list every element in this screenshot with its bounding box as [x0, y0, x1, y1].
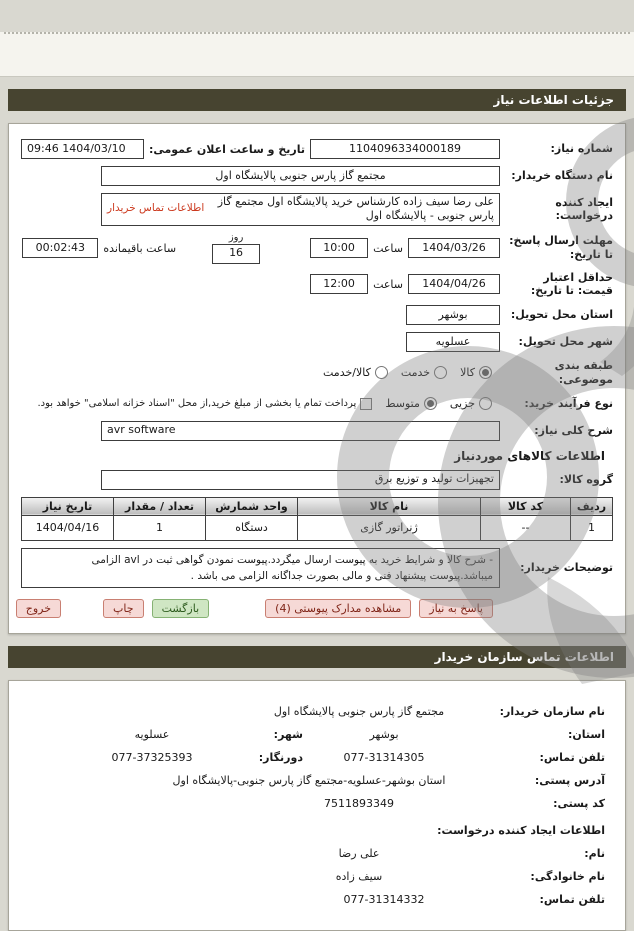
request-creator-text: علی رضا سیف زاده کارشناس خرید پالایشگاه اول مجتمع گاز پارس جنوبی - پالایشگاه اول	[217, 195, 494, 223]
need-details-page	[0, 32, 634, 907]
response-deadline-row	[21, 233, 613, 264]
creator-info-heading: اطلاعات ایجاد کننده درخواست:	[437, 824, 605, 838]
response-deadline-date: 1404/03/26	[408, 238, 500, 258]
process-option-minor-label: جزیی	[449, 397, 475, 411]
creator-first-name-value: علی رضا	[338, 847, 380, 861]
request-creator-label: ایجاد کننده درخواست:	[555, 195, 613, 223]
purchase-process-label: نوع فرآیند خرید:	[524, 396, 613, 410]
subject-option-service-label: خدمت	[400, 366, 431, 380]
radio-medium-icon[interactable]	[424, 397, 437, 410]
process-option-medium-label: متوسط	[385, 397, 420, 411]
need-number-row	[21, 139, 613, 159]
col-need-date: تاریخ نیاز	[22, 497, 114, 515]
section-header-need-details-label: جزئیات اطلاعات نیاز	[493, 93, 614, 107]
delivery-province-value: بوشهر	[406, 305, 500, 325]
cell-quantity: 1	[114, 515, 206, 540]
subject-option-goods-service-label: کالا/خدمت	[323, 366, 371, 380]
buyer-org-value: مجتمع گاز پارس جنوبی پالایشگاه اول	[101, 166, 500, 186]
price-validity-label: حداقل اعتبار قیمت: تا تاریخ:	[530, 270, 613, 298]
request-creator-value	[101, 193, 500, 226]
buyer-contact-link[interactable]: اطلاعات تماس خریدار	[107, 202, 205, 215]
col-quantity: تعداد / مقدار	[114, 497, 206, 515]
remaining-days-group	[212, 233, 260, 264]
cell-unit: دستگاه	[206, 515, 298, 540]
buyer-notes-row	[21, 548, 613, 589]
radio-goods-icon[interactable]	[479, 366, 492, 379]
creator-first-name-row	[29, 847, 605, 860]
delivery-city-value: عسلویه	[406, 332, 500, 352]
col-unit: واحد شمارش	[206, 497, 298, 515]
section-header-buyer-contact-label: اطلاعات تماس سازمان خریدار	[434, 650, 614, 665]
goods-group-value: تجهیزات تولید و توزیع برق	[101, 470, 500, 490]
need-description-row	[21, 421, 613, 441]
process-option-medium[interactable]	[385, 397, 437, 410]
contact-postal-row	[29, 797, 605, 810]
col-item-code: کد کالا	[481, 497, 571, 515]
buyer-org-label: نام دستگاه خریدار:	[511, 169, 613, 183]
contact-address-label: آدرس پستی:	[534, 774, 605, 788]
col-item-name: نام کالا	[298, 497, 481, 515]
subject-option-service[interactable]	[401, 366, 447, 379]
need-description-value: avr software	[101, 421, 500, 441]
cell-item-name: ژنراتور گازی	[298, 515, 481, 540]
contact-city-label: شهر:	[273, 728, 303, 742]
action-buttons-row	[21, 598, 613, 618]
creator-last-name-row	[29, 870, 605, 883]
subject-classification-label: طبقه بندی موضوعی:	[554, 359, 613, 386]
treasury-note-option	[37, 398, 372, 410]
delivery-province-row	[21, 305, 613, 325]
contact-org-label: نام سازمان خریدار:	[499, 705, 605, 719]
response-deadline-label: مهلت ارسال پاسخ: تا تاریخ:	[509, 234, 613, 262]
contact-city-value: عسلویه	[134, 728, 170, 742]
goods-table-row	[22, 515, 613, 540]
need-number-label: شماره نیاز:	[550, 142, 613, 156]
delivery-city-row	[21, 332, 613, 352]
cell-need-date: 1404/04/16	[22, 515, 114, 540]
goods-table	[21, 497, 613, 541]
top-strip	[0, 32, 634, 77]
need-details-panel	[8, 123, 626, 634]
cell-row-number: 1	[571, 515, 613, 540]
contact-address-row	[29, 774, 605, 787]
remaining-days-label: روز	[228, 231, 244, 243]
delivery-province-label: استان محل تحویل:	[510, 308, 613, 322]
treasury-note-text: پرداخت تمام یا بخشی از مبلغ خرید,از محل "اسناد خزانه اسلامی" خواهد بود.	[37, 398, 357, 410]
creator-first-name-label: نام:	[584, 847, 605, 861]
contact-province-value: بوشهر	[369, 728, 399, 742]
price-validity-row	[21, 271, 613, 299]
radio-minor-icon[interactable]	[479, 397, 492, 410]
goods-group-row	[21, 470, 613, 490]
remaining-days-value: 16	[212, 244, 260, 264]
response-deadline-hour-label: ساعت	[373, 241, 403, 255]
section-header-buyer-contact	[8, 646, 626, 668]
creator-phone-row	[29, 893, 605, 906]
contact-postal-label: کد پستی:	[553, 797, 605, 811]
buyer-contact-panel	[8, 680, 626, 931]
price-validity-date: 1404/04/26	[408, 274, 500, 294]
separator-dotted-line	[4, 32, 630, 34]
radio-goods-service-icon[interactable]	[375, 366, 388, 379]
need-description-label: شرح کلی نیاز:	[534, 423, 613, 437]
need-number-value: 1104096334000189	[310, 139, 500, 159]
price-validity-time: 12:00	[310, 274, 368, 294]
contact-address-value: استان بوشهر-عسلویه-مجتمع گاز پارس جنوبی-پالایشگاه اول	[172, 774, 446, 788]
buyer-notes-label: توضیحات خریدار:	[520, 560, 613, 574]
announce-datetime-label: تاریخ و ساعت اعلان عمومی:	[148, 142, 305, 156]
creator-phone-value: 077-31314332	[343, 893, 425, 907]
contact-phone-value: 077-31314305	[343, 751, 425, 765]
delivery-city-label: شهر محل تحویل:	[518, 335, 613, 349]
announce-datetime-value: 09:46 1404/03/10	[21, 139, 144, 159]
goods-group-label: گروه کالا:	[559, 472, 613, 486]
purchase-process-row	[21, 394, 613, 414]
creator-phone-label: تلفن تماس:	[539, 893, 605, 907]
contact-phone-label: تلفن تماس:	[539, 751, 605, 765]
contact-postal-value: 7511893349	[324, 797, 394, 811]
contact-province-city-row	[29, 728, 605, 741]
contact-org-value: مجتمع گاز پارس جنوبی پالایشگاه اول	[273, 705, 445, 719]
buyer-org-row	[21, 166, 613, 186]
process-option-minor[interactable]	[450, 397, 492, 410]
subject-classification-row	[21, 359, 613, 387]
respond-button[interactable]: پاسخ به نیاز	[419, 599, 493, 618]
creator-last-name-label: نام خانوادگی:	[530, 870, 605, 884]
subject-option-goods[interactable]	[460, 366, 492, 379]
buyer-notes-value: - شرح کالا و شرایط خرید به پیوست ارسال میگردد.پیوست نمودن گواهی ثبت در avl الزامی میباشد.پیوست پیشنهاد فنی و مالی بصورت جداگانه الزامی می باشد .	[21, 548, 500, 589]
col-row-number: ردیف	[571, 497, 613, 515]
subject-option-goods-service[interactable]	[323, 366, 388, 379]
print-button[interactable]: چاپ	[103, 599, 144, 618]
exit-button[interactable]: خروج	[16, 599, 61, 618]
radio-service-icon[interactable]	[434, 366, 447, 379]
section-header-need-details	[8, 89, 626, 111]
contact-org-row	[29, 705, 605, 718]
contact-province-label: استان:	[568, 728, 605, 742]
request-creator-row	[21, 193, 613, 226]
goods-section-heading: اطلاعات کالاهای موردنیاز	[454, 448, 605, 463]
contact-phone-fax-row	[29, 751, 605, 764]
response-deadline-time: 10:00	[310, 238, 368, 258]
price-validity-hour-label: ساعت	[373, 277, 403, 291]
remaining-hours-value: 00:02:43	[22, 238, 98, 258]
treasury-checkbox-icon[interactable]	[360, 398, 372, 410]
back-button[interactable]: بازگشت	[152, 599, 210, 618]
cell-item-code: --	[481, 515, 571, 540]
remaining-hours-label: ساعت باقیمانده	[103, 241, 177, 255]
contact-fax-value: 077-37325393	[111, 751, 193, 765]
goods-table-header-row	[22, 497, 613, 515]
creator-last-name-value: سیف زاده	[335, 870, 383, 884]
view-attachments-button[interactable]: مشاهده مدارک پیوستی (4)	[265, 599, 411, 618]
contact-fax-label: دورنگار:	[258, 751, 303, 765]
subject-option-goods-label: کالا	[460, 366, 475, 380]
